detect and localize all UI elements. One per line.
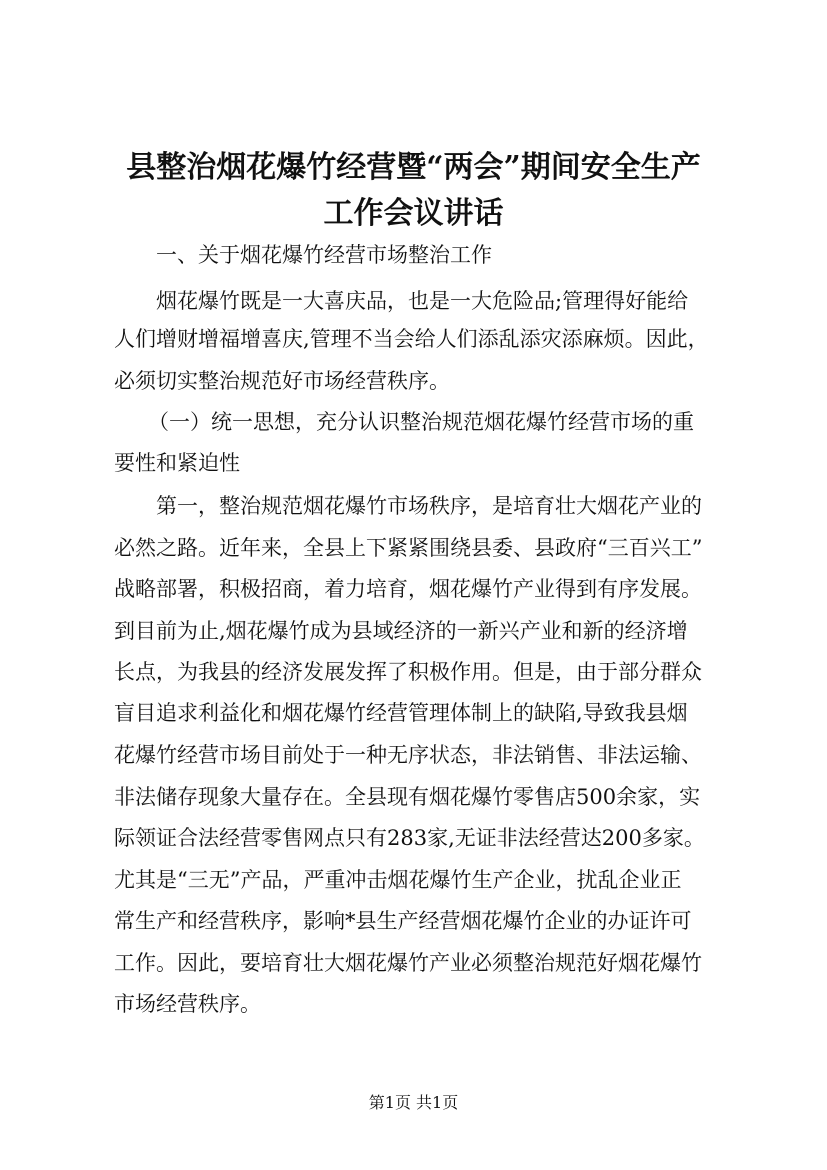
subsection-heading-line: （一）统一思想，充分认识整治规范烟花爆竹经营市场的重 (148, 410, 694, 434)
paragraph-line: 市场经营秩序。 (114, 992, 261, 1016)
paragraph-line: 花爆竹经营市场目前处于一种无序状态，非法销售、非法运输、 (114, 743, 702, 767)
paragraph-line: 必然之路。近年来，全县上下紧紧围绕县委、县政府“三百兴工” (114, 536, 703, 560)
paragraph-line: 盲目追求利益化和烟花爆竹经营管理体制上的缺陷,导致我县烟 (114, 701, 688, 725)
paragraph-line: 战略部署，积极招商，着力培育，烟花爆竹产业得到有序发展。 (114, 577, 702, 601)
paragraph-line: 际领证合法经营零售网点只有283家,无证非法经营达200多家。 (114, 826, 705, 850)
paragraph-line: 到目前为止,烟花爆竹成为县域经济的一新兴产业和新的经济增 (114, 619, 688, 643)
paragraph-line: 烟花爆竹既是一大喜庆品，也是一大危险品;管理得好能给 (156, 289, 689, 313)
document-title-line-1: 县整治烟花爆竹经营暨“两会”期间安全生产 (126, 150, 701, 185)
document-title-line-2: 工作会议讲话 (323, 196, 504, 231)
page-footer: 第1页 共1页 (368, 1093, 459, 1112)
paragraph-line: 非法储存现象大量存在。全县现有烟花爆竹零售店500余家，实 (114, 785, 701, 809)
paragraph-line: 第一，整治规范烟花爆竹市场秩序，是培育壮大烟花产业的 (156, 494, 702, 518)
paragraph-line: 工作。因此，要培育壮大烟花爆竹产业必须整治规范好烟花爆竹 (114, 951, 702, 975)
paragraph-line: 必须切实整治规范好市场经营秩序。 (114, 369, 450, 393)
subsection-heading-line: 要性和紧迫性 (114, 451, 240, 475)
paragraph-line: 人们增财增福增喜庆,管理不当会给人们添乱添灾添麻烦。因此， (114, 327, 709, 351)
paragraph-line: 尤其是“三无”产品，严重冲击烟花爆竹生产企业，扰乱企业正 (114, 868, 682, 892)
paragraph-line: 常生产和经营秩序，影响*县生产经营烟花爆竹企业的办证许可 (114, 909, 692, 933)
section-heading: 一、关于烟花爆竹经营市场整治工作 (156, 243, 492, 267)
paragraph-line: 长点，为我县的经济发展发挥了积极作用。但是，由于部分群众 (114, 660, 702, 684)
